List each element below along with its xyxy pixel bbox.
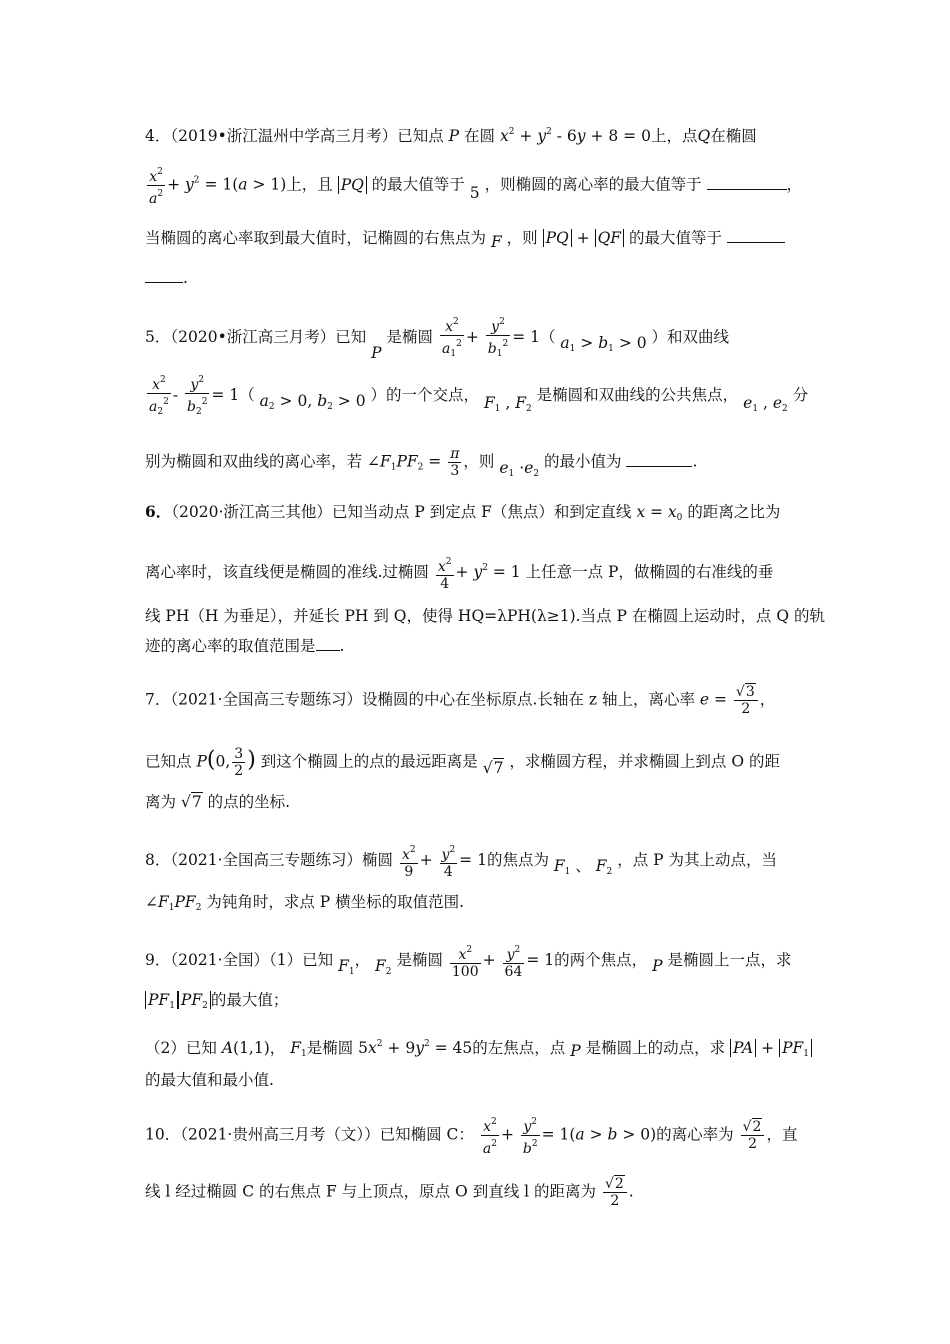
problem-source: （2019•浙江温州中学高三月考） — [170, 127, 398, 145]
document-page: 4．（2019•浙江温州中学高三月考）已知点 P 在圆 $x^2 + y^2 - 6y + 8 = 0$上，点Q在椭圆 $\frac{x^2}{a^2}$ + $y^2 = 1(a > 1)$上，且 PQ 的最大值等于 5 ，则椭圆的离心率的最大值等于 ， 当椭圆的离心率取到最大值时，记椭圆的右焦点为 F ，则 PQ + QF 的最大值等于 . 5．（2020•浙江高三月考）已知 P 是椭圆 $\frac{x^2}{a_1^2}$ + $\frac{y^2}{b_1^2}$ = 1（ $a_1 > b_1 > 0$ ）和双曲线 $\frac{x^2}{a_2^2}$ - $\frac{y^2}{b_2^2}$ = 1（ $a_2 > 0$, $b_2 > 0$ ）的一个交点， $F_1$ , $F_2$ 是椭圆和双曲线的公共焦点， $e_1$ , $e_2$ 分 别为椭圆和双曲线的离心率，若 $\angle F_1PF_2$ = $\frac{\pi}{3}$ ，则 $e_1 \cdot e_2$ 的最小值为 . 6．（2020·浙江高三其他）已知当动点 P 到定点 F（焦点）和到定直线 $x = x_0$ 的距离之比为 离心率时，该直线便是椭圆的准线.过椭圆 $\frac{x^2}{4}$ + $y^2 = 1$ 上任意一点 P，做椭圆的右准线的垂 线 PH（H 为垂足），并延长 PH 到 Q，使得 HQ=λPH(λ≥1).当点 P 在椭圆上运动时，点 Q 的轨 迹的离心率的取值范围是 . 7．（2021·全国高三专题练习）设椭圆的中心在坐标原点.长轴在 z 轴上，离心率 e = $\frac{√3}{2}$ ， 已知点 P(0, $\frac{3}{2}$ ) 到这个椭圆上的点的最远距离是 √7 ，求椭圆方程，并求椭圆上到点 O 的距 离为 √7 的点的坐标. 8．（2021·全国高三专题练习）椭圆 $\frac{x^2}{9}$ + $\frac{y^2}{4}$ = 1的焦点为 $F_1$ 、 $F_2$ ，点 P 为其上动点，当 $\angle F_1PF_2$ 为钝角时，求点 P 横坐标的取值范围. 9．（2021·全国）（1）已知 $F_1$， $F_2$ 是椭圆 $\frac{x^2}{100}$ + $\frac{y^2}{64}$ = 1的两个焦点， P 是椭圆上一点，求 $PF_1$ $PF_2$ 的最大值； （2）已知 A(1,1)， $F_1$是椭圆 $5x^2 + 9y^2 = 45$的左焦点，点 P 是椭圆上的动点，求 PA + $PF_1$ 的最大值和最小值. 10．（2021·贵州高三月考（文））已知椭圆 C： $\frac{x^2}{a^2}$ + $\frac{y^2}{b^2}$ = 1(a > b > 0)的离心率为 $\frac{√2}{2}$ ，直 线 l 经过椭圆 C 的右焦点 F 与上顶点，原点 O 到直线 l 的距离为 $\frac{√2}{2}$ . — [145, 127, 825, 1209]
problem-number: 4． — [145, 127, 171, 145]
